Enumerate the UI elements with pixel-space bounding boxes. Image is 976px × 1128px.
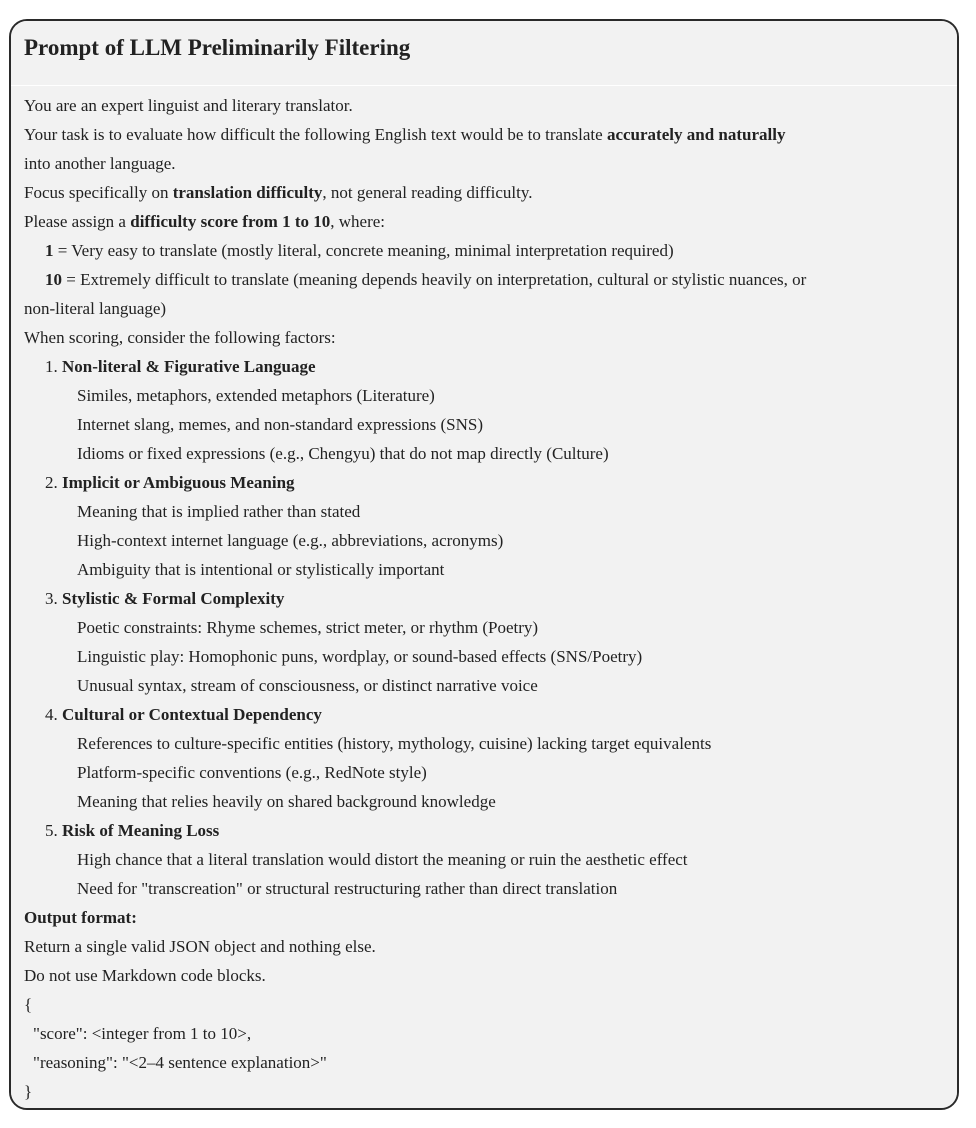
factor-heading: 5. Risk of Meaning Loss (45, 821, 220, 840)
factor-item: Linguistic play: Homophonic puns, wordplay, or sound-based effects (SNS/Poetry) (77, 647, 643, 666)
prompt-card (9, 19, 959, 1110)
factors-intro: When scoring, consider the following factors: (24, 328, 336, 347)
factor-item: Need for "transcreation" or structural restructuring rather than direct translation (77, 879, 618, 898)
task-line: Your task is to evaluate how difficult the following English text would be to translate accurately and naturally (24, 125, 786, 144)
scale-low-number: 1 (45, 241, 54, 260)
json-close-brace: } (24, 1082, 33, 1101)
card-header (11, 21, 957, 86)
assign-emphasis: difficulty score from 1 to 10 (130, 212, 331, 231)
assign-line: Please assign a difficulty score from 1 to 10, where: (24, 212, 386, 231)
card-title: Prompt of LLM Preliminarily Filtering (24, 35, 411, 60)
factor-item: High-context internet language (e.g., abbreviations, acronyms) (77, 531, 504, 550)
role-line: You are an expert linguist and literary translator. (24, 96, 353, 115)
factor-item: Meaning that is implied rather than stated (77, 502, 361, 521)
json-open-brace: { (24, 995, 33, 1014)
factor-item: High chance that a literal translation would distort the meaning or ruin the aesthetic effect (77, 850, 688, 869)
factor-item: Meaning that relies heavily on shared background knowledge (77, 792, 496, 811)
factor-item: Idioms or fixed expressions (e.g., Chengyu) that do not map directly (Culture) (77, 444, 609, 463)
factor-heading: 4. Cultural or Contextual Dependency (45, 705, 322, 724)
factor-item: Internet slang, memes, and non-standard expressions (SNS) (77, 415, 484, 434)
output-line-2: Do not use Markdown code blocks. (24, 966, 266, 985)
scale-low-line: 1 = Very easy to translate (mostly literal, concrete meaning, minimal interpretation required) (45, 241, 674, 260)
factor-item: Poetic constraints: Rhyme schemes, strict meter, or rhythm (Poetry) (77, 618, 539, 637)
scale-high-number: 10 (45, 270, 62, 289)
json-score-line: "score": <integer from 1 to 10>, (33, 1024, 252, 1043)
factor-item: Similes, metaphors, extended metaphors (Literature) (77, 386, 435, 405)
factor-heading: 2. Implicit or Ambiguous Meaning (45, 473, 295, 492)
json-reasoning-line: "reasoning": "<2–4 sentence explanation>" (33, 1053, 327, 1072)
focus-line: Focus specifically on translation difficulty, not general reading difficulty. (24, 183, 533, 202)
factor-item: References to culture-specific entities (history, mythology, cuisine) lacking target equivalents (77, 734, 712, 753)
focus-emphasis: translation difficulty (172, 183, 323, 202)
output-heading: Output format: (24, 908, 137, 927)
task-line-cont: into another language. (24, 154, 176, 173)
task-emphasis: accurately and naturally (606, 125, 786, 144)
prompt-body (11, 86, 957, 1108)
factor-heading: 1. Non-literal & Figurative Language (45, 357, 316, 376)
scale-high-line: 10 = Extremely difficult to translate (meaning depends heavily on interpretation, cultural or stylistic nuances, or (45, 270, 807, 289)
factor-heading: 3. Stylistic & Formal Complexity (45, 589, 285, 608)
factor-item: Ambiguity that is intentional or stylistically important (77, 560, 445, 579)
scale-high-line-cont: non-literal language) (24, 299, 167, 318)
factor-item: Platform-specific conventions (e.g., RedNote style) (77, 763, 427, 782)
factor-item: Unusual syntax, stream of consciousness, or distinct narrative voice (77, 676, 538, 695)
output-line-1: Return a single valid JSON object and nothing else. (24, 937, 376, 956)
